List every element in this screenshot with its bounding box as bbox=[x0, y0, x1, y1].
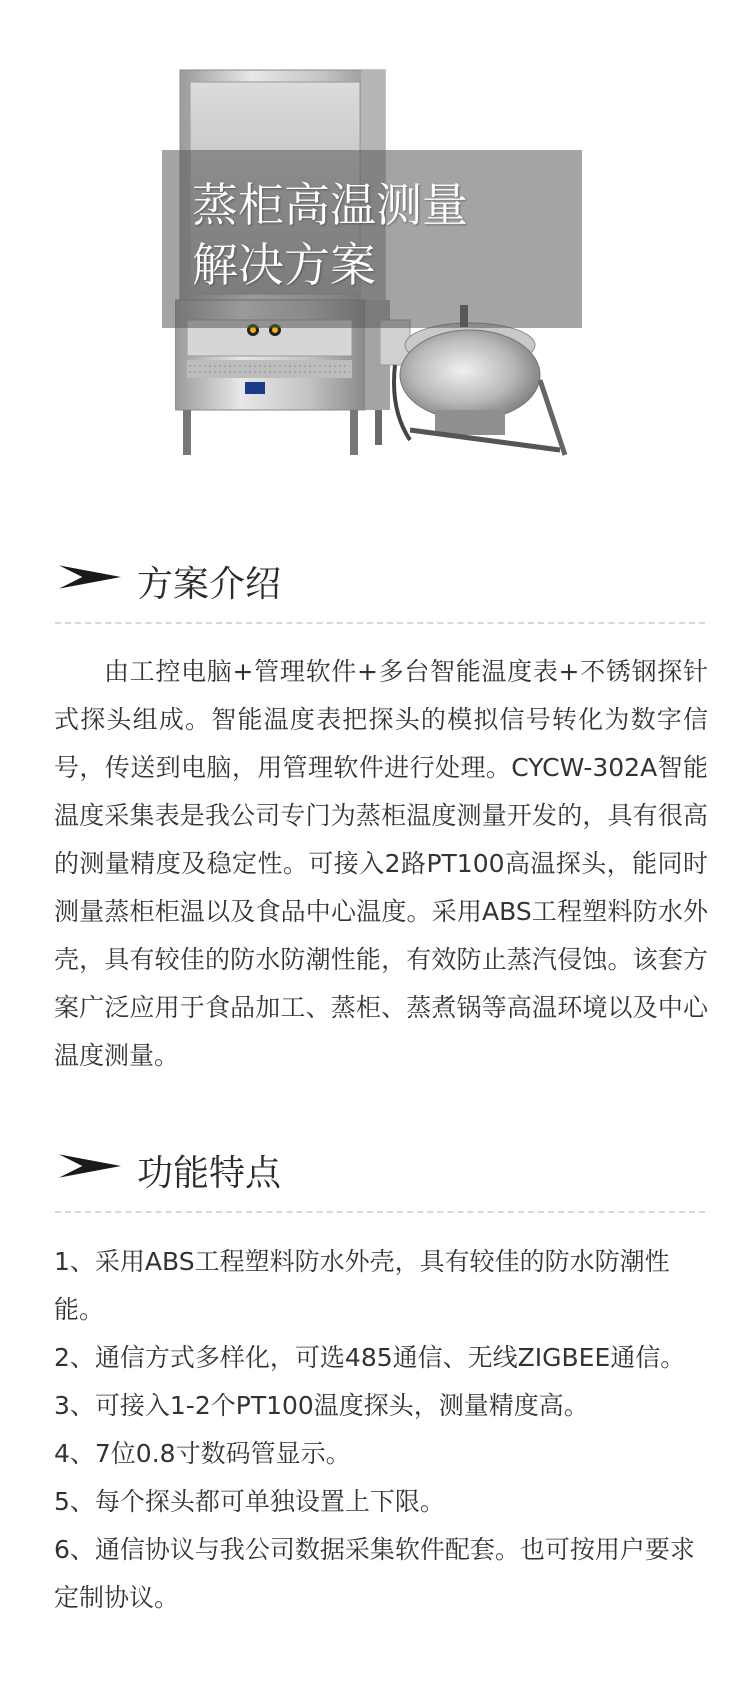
hero-title-line-2: 解决方案 bbox=[192, 238, 376, 292]
hero-title bbox=[192, 175, 468, 295]
list-item: 2、通信方式多样化，可选485通信、无线ZIGBEE通信。 bbox=[54, 1343, 686, 1372]
arrow-icon bbox=[55, 1151, 123, 1181]
list-item: 5、每个探头都可单独设置上下限。 bbox=[54, 1487, 445, 1516]
list-item: 4、7位0.8寸数码管显示。 bbox=[54, 1439, 351, 1468]
list-item: 3、可接入1-2个PT100温度探头，测量精度高。 bbox=[54, 1391, 589, 1420]
list-item: 1、采用ABS工程塑料防水外壳，具有较佳的防水防潮性能。 bbox=[54, 1247, 670, 1324]
section-title-intro: 方案介绍 bbox=[137, 564, 282, 605]
arrow-icon bbox=[55, 562, 123, 592]
section-header-features bbox=[55, 1137, 705, 1197]
list-item: 6、通信协议与我公司数据采集软件配套。也可按用户要求定制协议。 bbox=[54, 1535, 695, 1612]
section-divider-intro bbox=[55, 622, 705, 624]
section-title-features: 功能特点 bbox=[137, 1153, 282, 1194]
section-divider-features bbox=[55, 1211, 705, 1213]
hero-title-line-1: 蒸柜高温测量 bbox=[192, 178, 468, 232]
intro-paragraph: 由工控电脑+管理软件+多台智能温度表+不锈钢探针式探头组成。智能温度表把探头的模拟信号转化为数字信号，传送到电脑，用管理软件进行处理。CYCW-302A智能温度采集表是我公司专门为蒸柜温度测量开发的，具有很高的测量精度及稳定性。可接入2路PT100高温探头，能同时测量蒸柜柜温以及食品中心温度。采用ABS工程塑料防水外壳，具有较佳的防水防潮性能，有效防止蒸汽侵蚀。该套方案广泛应用于食品加工、蒸柜、蒸煮锅等高温环境以及中心温度测量。 bbox=[54, 657, 708, 1070]
hero-banner bbox=[0, 0, 750, 480]
features-list bbox=[54, 1238, 708, 1622]
section-header-intro bbox=[55, 548, 705, 608]
